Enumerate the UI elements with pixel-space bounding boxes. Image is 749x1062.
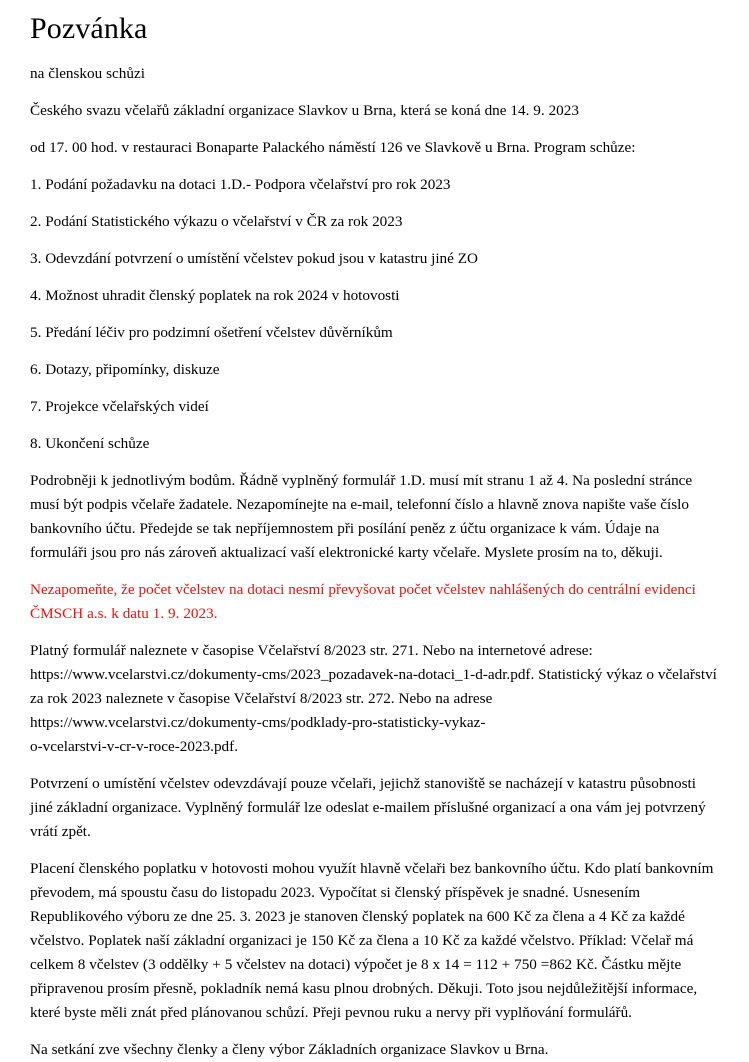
fees-paragraph: Placení členského poplatku v hotovosti mohou využít hlavně včelaři bez bankovního účtu. Kdo platí bankovním převodem, má spoustu času do listopadu 2023. Vypočítat si členský příspěvek je snadné. Usnesením Republikového výboru ze dne 25. 3. 2023 je stanoven členský poplatek na 600 Kč za člena a 4 Kč za každé včelstvo. Poplatek naší základní organizaci je 150 Kč za člena a 10 Kč za každé včelstvo. Příklad: Včelař má celkem 8 včelstev (3 oddělky + 5 včelstev na dotaci) výpočet je 8 x 14 = 112 + 750 =862 Kč. Částku mějte připravenou prosím přesně, pokladník nemá kasu plnou drobných. Děkuji. Toto jsou nejdůležitější informace, které byste měli znát před plánovanou schůzí. Přeji pevnou ruku a nervy při vyplňování formulářů. xyxy=(30,860,714,1021)
agenda-item-1: 1. Podání požadavku na dotaci 1.D.- Podpora včelařství pro rok 2023 xyxy=(30,176,451,193)
agenda-item-4: 4. Možnost uhradit členský poplatek na rok 2024 v hotovosti xyxy=(30,287,400,304)
form-url-dotace[interactable]: https://www.vcelarstvi.cz/dokumenty-cms/2023_pozadavek-na-dotaci_1-d-adr.pdf. xyxy=(30,666,535,683)
intro-line-2: od 17. 00 hod. v restauraci Bonaparte Palackého náměstí 126 ve Slavkově u Brna. Program schůze: xyxy=(30,139,636,156)
details-paragraph: Podrobněji k jednotlivým bodům. Řádně vyplněný formulář 1.D. musí mít stranu 1 až 4. Na poslední stránce musí být podpis včelaře žadatele. Nezapomínejte na e-mail, telefonní číslo a hlavně znova napište vaše číslo bankovního účtu. Předejde se tak nepříjemnostem při posílání peněz z účtu organizace k vám. Údaje na formuláři jsou pro nás zároveň aktualizací vaší elektronické karty včelaře. Myslete prosím na to, děkuji. xyxy=(30,472,693,561)
form-url-statistika-line-2[interactable]: o-vcelarstvi-v-cr-v-roce-2023.pdf. xyxy=(30,738,239,755)
agenda-item-6: 6. Dotazy, připomínky, diskuze xyxy=(30,361,220,378)
intro-line-1: Českého svazu včelařů základní organizace Slavkov u Brna, která se koná dne 14. 9. 2023 xyxy=(30,102,579,119)
forms-text-before-url: Platný formulář naleznete v časopise Včelařství 8/2023 str. 271. Nebo na internetové adrese: xyxy=(30,642,593,659)
agenda-item-3: 3. Odevzdání potvrzení o umístění včelstev pokud jsou v katastru jiné ZO xyxy=(30,250,478,267)
agenda-item-2: 2. Podání Statistického výkazu o včelařství v ČR za rok 2023 xyxy=(30,213,403,230)
forms-paragraph xyxy=(30,639,719,759)
agenda-item-7: 7. Projekce včelařských videí xyxy=(30,398,209,415)
agenda-item-5: 5. Předání léčiv pro podzimní ošetření včelstev důvěrníkům xyxy=(30,324,393,341)
document-subtitle: na členskou schůzi xyxy=(30,65,145,82)
forms-text-between-urls: Statistický výkaz o včelařství za rok 2023 naleznete v časopise Včelařství 8/2023 str. 272. Nebo na adrese xyxy=(30,666,717,707)
confirmation-paragraph: Potvrzení o umístění včelstev odevzdávají pouze včelaři, jejichž stanoviště se nacházejí v katastru působnosti jiné základní organizace. Vyplněný formulář lze odeslat e-mailem příslušné organizací a ona vám jej potvrzený vrátí zpět. xyxy=(30,775,706,840)
form-url-statistika-line-1[interactable]: https://www.vcelarstvi.cz/dokumenty-cms/podklady-pro-statisticky-vykaz- xyxy=(30,714,486,731)
closing-paragraph: Na setkání zve všechny členky a členy výbor Základních organizace Slavkov u Brna. xyxy=(30,1041,549,1058)
agenda-item-8: 8. Ukončení schůze xyxy=(30,435,150,452)
page-title: Pozvánka xyxy=(30,12,148,45)
alert-paragraph: Nezapomeňte, že počet včelstev na dotaci nesmí převyšovat počet včelstev nahlášených do centrální evidenci ČMSCH a.s. k datu 1. 9. 2023. xyxy=(30,581,696,622)
